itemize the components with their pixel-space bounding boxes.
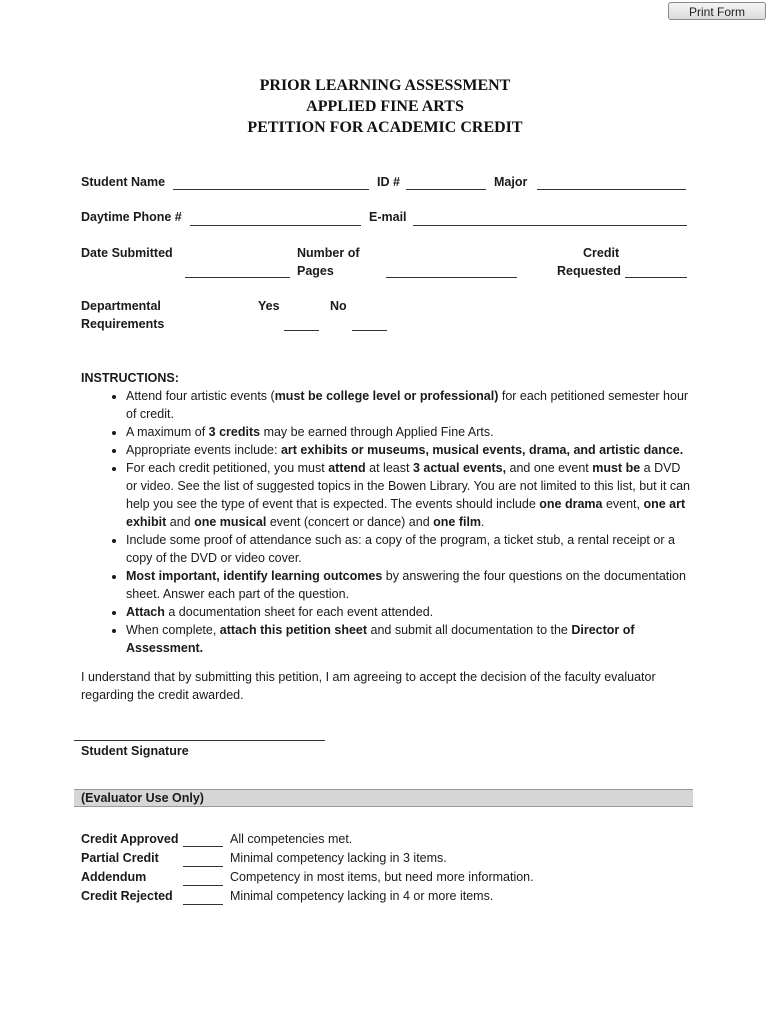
- partial-credit-desc: Minimal competency lacking in 3 items.: [230, 851, 447, 865]
- yes-field[interactable]: [284, 330, 319, 331]
- instruction-item: • Include some proof of attendance such as: a copy of the program, a ticket stub, a rental receipt or a copy of the DVD or video cover.: [126, 531, 691, 567]
- credit-requested-label-1: Credit: [583, 246, 620, 260]
- no-label: No: [330, 299, 347, 313]
- departmental-label-1: Departmental: [81, 299, 161, 313]
- credit-approved-field[interactable]: [183, 846, 223, 847]
- major-field[interactable]: [537, 189, 686, 190]
- number-of-pages-label-1: Number of: [297, 246, 360, 260]
- date-submitted-field[interactable]: [185, 277, 290, 278]
- instruction-item: • For each credit petitioned, you must attend at least 3 actual events, and one event must be a DVD or video. See the list of suggested topics in the Bowen Library. You are not limited to this list, but it can help you see the type of event that is expected. The events should include one drama event, one art exhibit and one musical event (concert or dance) and one film.: [126, 459, 691, 531]
- daytime-phone-field[interactable]: [190, 225, 361, 226]
- date-submitted-label: Date Submitted: [81, 246, 173, 260]
- daytime-phone-label: Daytime Phone #: [81, 210, 182, 224]
- instructions-heading: INSTRUCTIONS:: [81, 371, 179, 385]
- signature-label: Student Signature: [81, 744, 189, 758]
- addendum-label: Addendum: [81, 870, 147, 884]
- number-of-pages-label-2: Pages: [297, 264, 334, 278]
- credit-requested-label-2: Requested: [557, 264, 621, 278]
- credit-approved-desc: All competencies met.: [230, 832, 353, 846]
- email-label: E-mail: [369, 210, 407, 224]
- yes-label: Yes: [258, 299, 280, 313]
- instructions-section: [81, 369, 691, 657]
- credit-rejected-field[interactable]: [183, 904, 223, 905]
- form-title-line2: APPLIED FINE ARTS: [306, 98, 464, 115]
- credit-rejected-label: Credit Rejected: [81, 889, 173, 903]
- instruction-item: • When complete, attach this petition sheet and submit all documentation to the Director of Assessment.: [126, 621, 691, 657]
- form-title-line1: PRIOR LEARNING ASSESSMENT: [259, 77, 511, 94]
- instruction-item: • Appropriate events include: art exhibits or museums, musical events, drama, and artistic dance.: [126, 441, 691, 459]
- addendum-field[interactable]: [183, 885, 223, 886]
- instruction-item: • A maximum of 3 credits may be earned through Applied Fine Arts.: [126, 423, 691, 441]
- major-label: Major: [494, 175, 528, 189]
- evaluator-use-header: [74, 789, 693, 807]
- partial-credit-label: Partial Credit: [81, 851, 159, 865]
- student-name-field[interactable]: [173, 189, 369, 190]
- instruction-item: • Attach a documentation sheet for each event attended.: [126, 603, 691, 621]
- credit-rejected-desc: Minimal competency lacking in 4 or more items.: [230, 889, 494, 903]
- credit-requested-field[interactable]: [625, 277, 687, 278]
- instruction-item: • Attend four artistic events (must be college level or professional) for each petitioned semester hour of credit.: [126, 387, 691, 423]
- id-field[interactable]: [406, 189, 486, 190]
- student-name-label: Student Name: [81, 175, 166, 189]
- id-label: ID #: [377, 175, 400, 189]
- signature-field[interactable]: [74, 740, 325, 741]
- agreement-text: I understand that by submitting this petition, I am agreeing to accept the decision of the faculty evaluator regarding the credit awarded.: [81, 670, 656, 702]
- partial-credit-field[interactable]: [183, 866, 223, 867]
- number-of-pages-field[interactable]: [386, 277, 517, 278]
- email-field[interactable]: [413, 225, 687, 226]
- evaluator-use-label: (Evaluator Use Only): [81, 791, 204, 805]
- addendum-desc: Competency in most items, but need more information.: [230, 870, 534, 884]
- instruction-item: • Most important, identify learning outcomes by answering the four questions on the documentation sheet. Answer each part of the question.: [126, 567, 691, 603]
- departmental-label-2: Requirements: [81, 317, 165, 331]
- no-field[interactable]: [352, 330, 387, 331]
- print-form-button[interactable]: Print Form: [668, 2, 766, 20]
- credit-approved-label: Credit Approved: [81, 832, 179, 846]
- form-title-line3: PETITION FOR ACADEMIC CREDIT: [247, 119, 523, 136]
